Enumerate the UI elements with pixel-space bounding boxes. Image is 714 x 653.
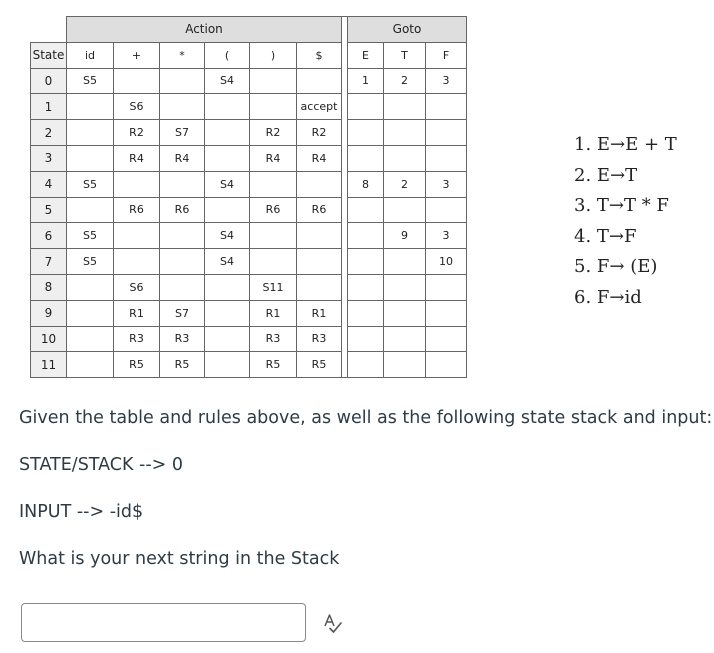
table-cell: R4 <box>160 145 205 171</box>
table-cell <box>348 352 384 378</box>
table-cell <box>114 68 160 94</box>
table-cell <box>384 326 426 352</box>
table-header-row <box>31 42 467 68</box>
table-cell <box>348 274 384 300</box>
table-cell <box>250 68 297 94</box>
table-cell <box>348 120 384 146</box>
table-cell: S11 <box>250 274 297 300</box>
table-cell <box>160 94 205 120</box>
table-group-header-row <box>31 17 467 43</box>
table-row <box>31 145 467 171</box>
table-cell: 9 <box>384 223 426 249</box>
table-row <box>31 352 467 378</box>
table-cell <box>160 171 205 197</box>
table-cell <box>250 171 297 197</box>
table-cell <box>250 94 297 120</box>
table-cell: S5 <box>67 249 114 275</box>
table-cell <box>67 352 114 378</box>
state-number: 8 <box>31 274 67 300</box>
table-cell <box>297 68 342 94</box>
table-cell <box>426 352 467 378</box>
table-cell: R2 <box>297 120 342 146</box>
column-header: E <box>348 42 384 68</box>
column-header: * <box>160 42 205 68</box>
state-number: 1 <box>31 94 67 120</box>
table-cell <box>67 197 114 223</box>
table-cell <box>160 274 205 300</box>
grammar-rule: 5. F→ (E) <box>574 256 658 277</box>
column-header: $ <box>297 42 342 68</box>
table-cell <box>297 274 342 300</box>
table-cell <box>348 326 384 352</box>
table-cell: S4 <box>205 171 250 197</box>
table-cell: S4 <box>205 249 250 275</box>
table-cell: R6 <box>114 197 160 223</box>
table-cell <box>67 326 114 352</box>
table-cell <box>160 223 205 249</box>
table-cell: R5 <box>114 352 160 378</box>
table-cell: R1 <box>250 300 297 326</box>
grammar-rule: 2. E→T <box>574 164 638 186</box>
table-cell <box>205 326 250 352</box>
table-cell: 3 <box>426 223 467 249</box>
table-cell <box>384 249 426 275</box>
table-cell: 1 <box>348 68 384 94</box>
table-row <box>31 249 467 275</box>
table-row <box>31 326 467 352</box>
table-cell: R1 <box>297 300 342 326</box>
state-number: 6 <box>31 223 67 249</box>
table-cell: S4 <box>205 68 250 94</box>
question-intro: Given the table and rules above, as well as the following state stack and input: <box>19 408 713 428</box>
table-cell <box>205 274 250 300</box>
grammar-rule: 3. T→T * F <box>574 195 669 216</box>
table-cell <box>297 223 342 249</box>
grammar-rule: 4. T→F <box>574 225 637 247</box>
table-row <box>31 68 467 94</box>
table-cell: S6 <box>114 94 160 120</box>
table-cell <box>426 300 467 326</box>
column-header: id <box>67 42 114 68</box>
table-cell: R3 <box>160 326 205 352</box>
table-cell: R5 <box>297 352 342 378</box>
table-cell: S5 <box>67 223 114 249</box>
column-header: + <box>114 42 160 68</box>
table-cell: S5 <box>67 171 114 197</box>
table-cell <box>114 249 160 275</box>
table-cell: 10 <box>426 249 467 275</box>
table-cell: R2 <box>250 120 297 146</box>
column-header: State <box>31 42 67 68</box>
table-cell <box>205 94 250 120</box>
table-cell <box>384 94 426 120</box>
table-cell <box>67 94 114 120</box>
table-cell <box>250 223 297 249</box>
parse-table <box>30 16 467 378</box>
table-row <box>31 223 467 249</box>
table-row <box>31 274 467 300</box>
table-cell: R2 <box>114 120 160 146</box>
table-cell <box>384 145 426 171</box>
table-row <box>31 300 467 326</box>
table-cell: R5 <box>250 352 297 378</box>
table-row <box>31 120 467 146</box>
state-number: 0 <box>31 68 67 94</box>
table-cell: R6 <box>160 197 205 223</box>
table-cell <box>297 171 342 197</box>
state-stack-line: STATE/STACK --> 0 <box>19 455 184 475</box>
table-cell: 3 <box>426 68 467 94</box>
table-cell <box>348 300 384 326</box>
table-row <box>31 94 467 120</box>
table-cell: R3 <box>114 326 160 352</box>
table-cell <box>384 352 426 378</box>
table-cell <box>348 249 384 275</box>
column-header: ) <box>250 42 297 68</box>
table-cell <box>348 94 384 120</box>
table-row <box>31 197 467 223</box>
column-header: T <box>384 42 426 68</box>
table-cell: 3 <box>426 171 467 197</box>
column-header: F <box>426 42 467 68</box>
goto-group-header: Goto <box>348 17 467 43</box>
table-cell: R3 <box>297 326 342 352</box>
table-cell <box>160 249 205 275</box>
table-cell <box>348 223 384 249</box>
table-cell <box>426 274 467 300</box>
grammar-rules <box>574 130 677 313</box>
table-cell <box>67 145 114 171</box>
table-cell: 2 <box>384 68 426 94</box>
spellcheck-icon[interactable] <box>322 612 344 634</box>
state-number: 9 <box>31 300 67 326</box>
table-cell: S4 <box>205 223 250 249</box>
table-cell: 8 <box>348 171 384 197</box>
table-cell <box>160 68 205 94</box>
table-cell: R4 <box>114 145 160 171</box>
table-cell <box>426 145 467 171</box>
table-cell: 2 <box>384 171 426 197</box>
state-number: 4 <box>31 171 67 197</box>
table-cell: accept <box>297 94 342 120</box>
table-cell <box>205 352 250 378</box>
table-cell: R4 <box>297 145 342 171</box>
answer-input[interactable] <box>21 603 306 642</box>
column-header: ( <box>205 42 250 68</box>
action-group-header: Action <box>67 17 342 43</box>
state-number: 11 <box>31 352 67 378</box>
state-number: 3 <box>31 145 67 171</box>
table-cell <box>114 223 160 249</box>
table-cell <box>384 120 426 146</box>
table-corner <box>31 17 67 43</box>
table-cell <box>205 120 250 146</box>
table-cell: R5 <box>160 352 205 378</box>
table-cell <box>67 300 114 326</box>
table-cell <box>67 120 114 146</box>
table-cell <box>205 197 250 223</box>
table-cell: S5 <box>67 68 114 94</box>
table-cell: R4 <box>250 145 297 171</box>
grammar-rule: 6. F→id <box>574 286 642 308</box>
table-cell <box>297 249 342 275</box>
table-cell <box>426 326 467 352</box>
table-cell <box>348 145 384 171</box>
state-number: 2 <box>31 120 67 146</box>
table-cell: R1 <box>114 300 160 326</box>
table-cell <box>384 300 426 326</box>
table-cell <box>205 300 250 326</box>
table-cell <box>426 197 467 223</box>
state-number: 5 <box>31 197 67 223</box>
grammar-rule: 1. E→E + T <box>574 134 677 155</box>
table-cell: R6 <box>297 197 342 223</box>
table-row <box>31 171 467 197</box>
state-number: 7 <box>31 249 67 275</box>
table-cell <box>426 120 467 146</box>
table-cell: R6 <box>250 197 297 223</box>
table-cell: S7 <box>160 120 205 146</box>
table-cell <box>384 274 426 300</box>
state-number: 10 <box>31 326 67 352</box>
input-line: INPUT --> -id$ <box>19 502 144 522</box>
table-cell: S6 <box>114 274 160 300</box>
table-cell <box>384 197 426 223</box>
table-cell: R3 <box>250 326 297 352</box>
table-cell <box>348 197 384 223</box>
table-cell <box>205 145 250 171</box>
table-cell <box>67 274 114 300</box>
table-cell: S7 <box>160 300 205 326</box>
table-cell <box>250 249 297 275</box>
question-prompt: What is your next string in the Stack <box>19 549 340 569</box>
table-cell <box>114 171 160 197</box>
table-cell <box>426 94 467 120</box>
